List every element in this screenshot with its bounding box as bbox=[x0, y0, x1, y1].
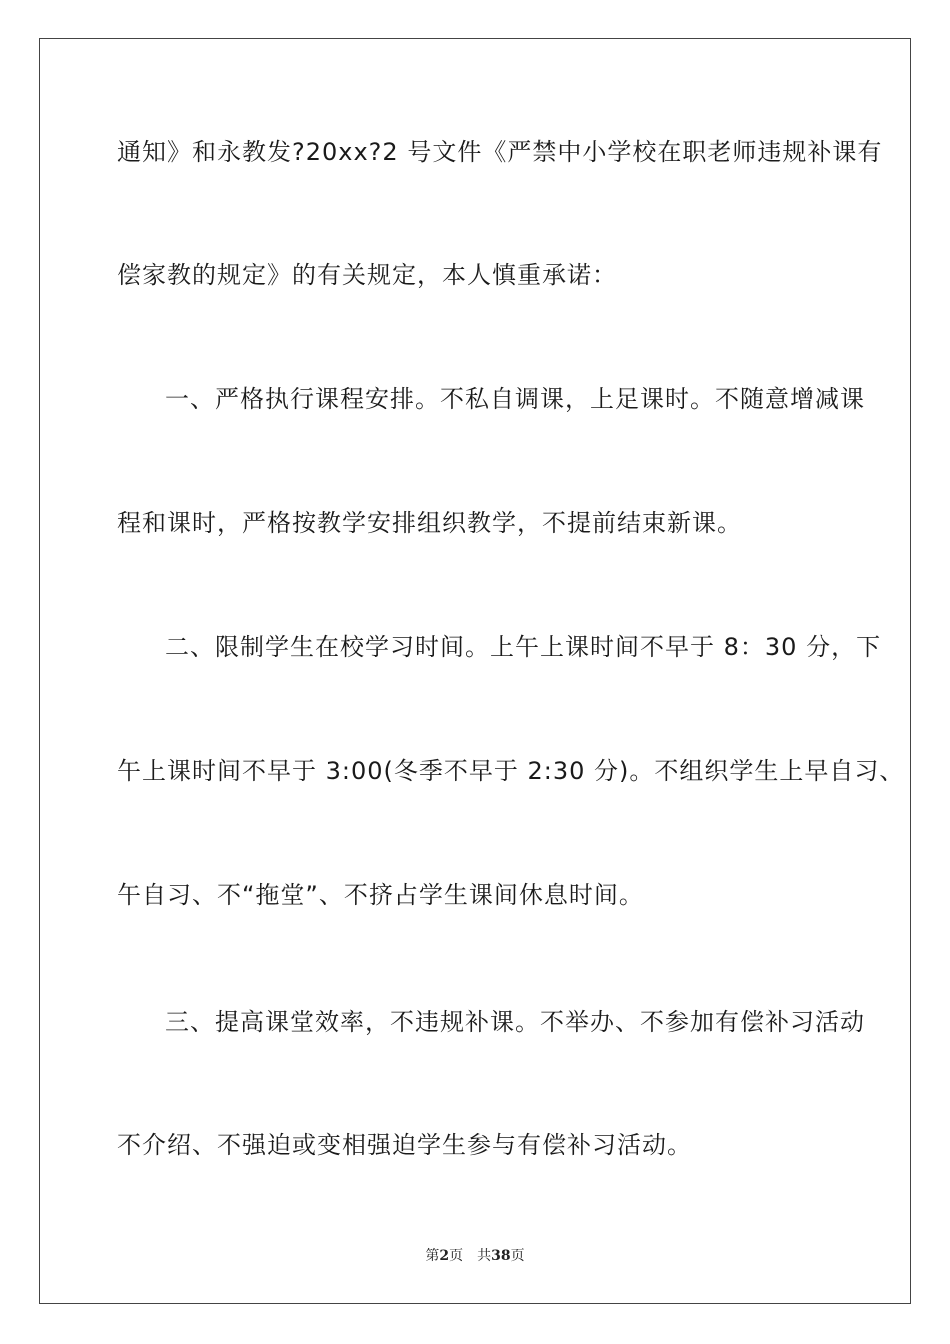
page-footer bbox=[0, 1245, 950, 1265]
paragraph-3-line-1: 三、提高课堂效率，不违规补课。不举办、不参加有偿补习活动 bbox=[165, 1008, 865, 1036]
footer-page-number: 2 bbox=[439, 1248, 450, 1264]
body-line-1: 通知》和永教发?20xx?2 号文件《严禁中小学校在职老师违规补课有 bbox=[117, 138, 883, 166]
page-border bbox=[39, 38, 911, 1304]
footer-total-pages: 38 bbox=[491, 1248, 511, 1264]
paragraph-2-line-1: 二、限制学生在校学习时间。上午上课时间不早于 8：30 分，下 bbox=[165, 633, 882, 661]
paragraph-2-line-2: 午上课时间不早于 3:00(冬季不早于 2:30 分)。不组织学生上早自习、 bbox=[117, 757, 905, 785]
paragraph-2-line-3: 午自习、不“拖堂”、不挤占学生课间休息时间。 bbox=[117, 881, 644, 909]
footer-page-suffix: 页 bbox=[449, 1248, 464, 1264]
footer-page-prefix: 第 bbox=[425, 1248, 440, 1264]
footer-total-prefix: 共 bbox=[477, 1248, 492, 1264]
paragraph-1-line-2: 程和课时，严格按教学安排组织教学，不提前结束新课。 bbox=[117, 509, 742, 537]
body-line-2: 偿家教的规定》的有关规定，本人慎重承诺： bbox=[117, 261, 617, 289]
paragraph-1-line-1: 一、严格执行课程安排。不私自调课，上足课时。不随意增减课 bbox=[165, 385, 865, 413]
footer-total-suffix: 页 bbox=[510, 1248, 525, 1264]
paragraph-3-line-2: 不介绍、不强迫或变相强迫学生参与有偿补习活动。 bbox=[117, 1131, 692, 1159]
